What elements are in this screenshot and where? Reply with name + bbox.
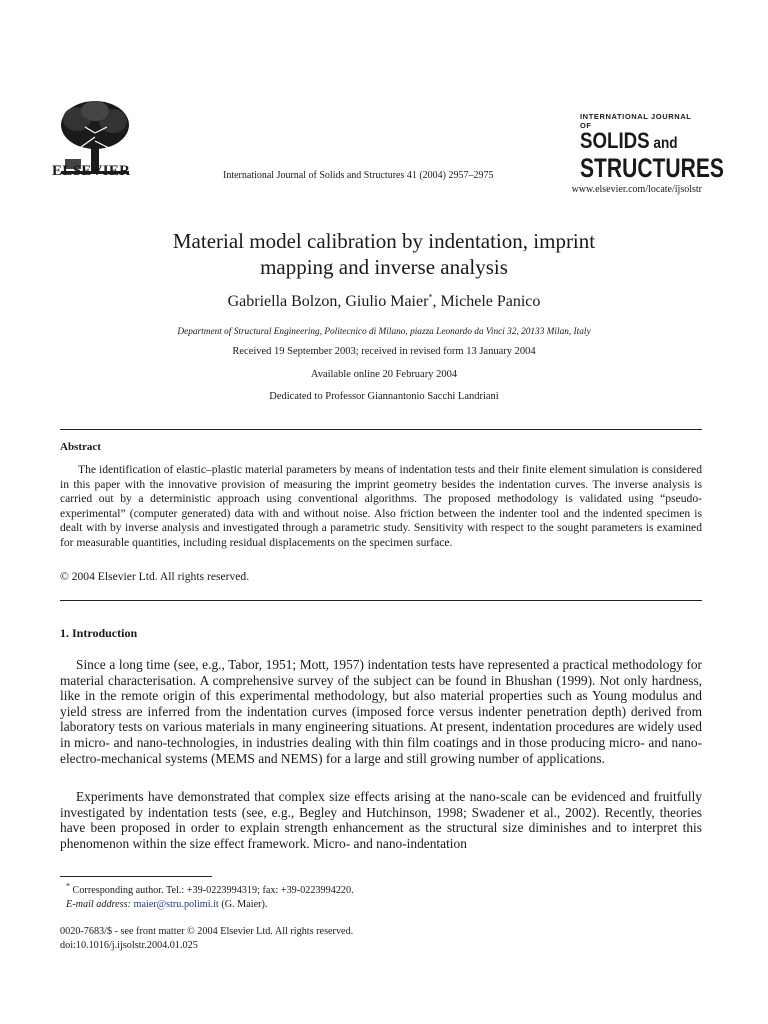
- journal-banner-line2: [580, 130, 685, 155]
- footnote-corresponding: [66, 881, 354, 898]
- paper-title-line2: mapping and inverse analysis: [260, 255, 508, 279]
- issn-line: 0020-7683/$ - see front matter © 2004 Elsevier Ltd. All rights reserved.: [60, 926, 354, 937]
- abstract-heading: Abstract: [60, 441, 101, 453]
- journal-banner-solids: SOLIDS: [580, 128, 650, 153]
- journal-banner: [580, 112, 724, 183]
- footnote: [66, 881, 354, 912]
- doi-link[interactable]: doi:10.1016/j.ijsolstr.2004.01.025: [60, 940, 198, 951]
- paper-title: [60, 228, 708, 280]
- abstract-top-rule: [60, 429, 702, 430]
- paper-title-line1: Material model calibration by indentation, imprint: [172, 229, 596, 253]
- email-suffix: (G. Maier).: [218, 899, 268, 910]
- publisher-name: ELSEVIER: [52, 163, 131, 179]
- journal-banner-and: and: [649, 135, 678, 152]
- available-online-date: Available online 20 February 2004: [310, 369, 458, 380]
- journal-banner-line1: INTERNATIONAL JOURNAL OF: [580, 112, 692, 130]
- section-heading-introduction: 1. Introduction: [60, 626, 138, 640]
- dedication: Dedicated to Professor Giannantonio Sacchi Landriani: [269, 391, 499, 402]
- authors-part1: Gabriella Bolzon, Giulio Maier: [227, 293, 429, 310]
- corresponding-author-mark[interactable]: *: [428, 292, 433, 302]
- received-dates: Received 19 September 2003; received in revised form 13 January 2004: [232, 346, 536, 357]
- introduction-paragraph-2: Experiments have demonstrated that complex size effects arising at the nano-scale can be evidenced and fruitfully investigated by indentation tests (see, e.g., Begley and Hutchinson, 1998; Swadener et al., 2002). Recently, theories have been proposed in order to explain strength enhancement as the structural size diminishes and to interpret this phenomenon within the size effect framework. Micro- and nano-indentation: [60, 789, 702, 851]
- footnote-contact: Corresponding author. Tel.: +39-0223994319; fax: +39-0223994220.: [70, 885, 354, 896]
- author-list: [60, 293, 708, 311]
- abstract-body: The identification of elastic–plastic material parameters by means of indentation tests and their finite element simulation is considered in this paper with the innovative provision of measuring the imprint geometry besides the indentation curves. The inverse analysis is carried out by a deterministic approach using conventional algorithms. The proposed methodology is validated using “pseudo-experimental” (computer generated) data with and without noise. Also friction between the indenter tool and the indented specimen is dealt with by inverse analysis and investigated through a parametric study. Sensitivity with respect to the sought parameters is examined for measurable quantities, including residual displacements on the specimen surface.: [60, 463, 702, 549]
- footnote-mark: *: [66, 881, 70, 891]
- authors-part2: , Michele Panico: [432, 293, 541, 310]
- journal-reference: International Journal of Solids and Structures 41 (2004) 2957–2975: [223, 170, 494, 181]
- abstract-copyright: © 2004 Elsevier Ltd. All rights reserved.: [60, 570, 250, 583]
- email-label: E-mail address:: [66, 899, 131, 910]
- introduction-paragraph-1: Since a long time (see, e.g., Tabor, 1951; Mott, 1957) indentation tests have represented a practical methodology for material characterisation. A comprehensive survey of the subject can be found in Bhushan (1999). Not only hardness, like in the remote origin of this experimental methodology, but also material properties such as Young modulus and yield stress are inferred from the indentation curves (imposed force versus indenter penetration depth) derived from laboratory tests on various materials in many engineering situations. At present, indentation procedures are widely used in micro- and nano-technologies, in industries dealing with thin film coatings and in those producing micro- and nano-electro-mechanical systems (MEMS and NEMS) for a large and still growing number of applications.: [60, 657, 702, 766]
- journal-url-link[interactable]: www.elsevier.com/locate/ijsolstr: [571, 184, 702, 195]
- footnote-email-line: [66, 898, 354, 912]
- abstract-bottom-rule: [60, 600, 702, 601]
- footnote-rule: [60, 876, 212, 877]
- affiliation: Department of Structural Engineering, Politecnico di Milano, piazza Leonardo da Vinci 32, 20133 Milan, Italy: [177, 327, 591, 337]
- email-link[interactable]: maier@stru.polimi.it: [133, 899, 219, 910]
- issn-doi-block: [60, 925, 353, 953]
- journal-banner-line3: STRUCTURES: [580, 153, 724, 183]
